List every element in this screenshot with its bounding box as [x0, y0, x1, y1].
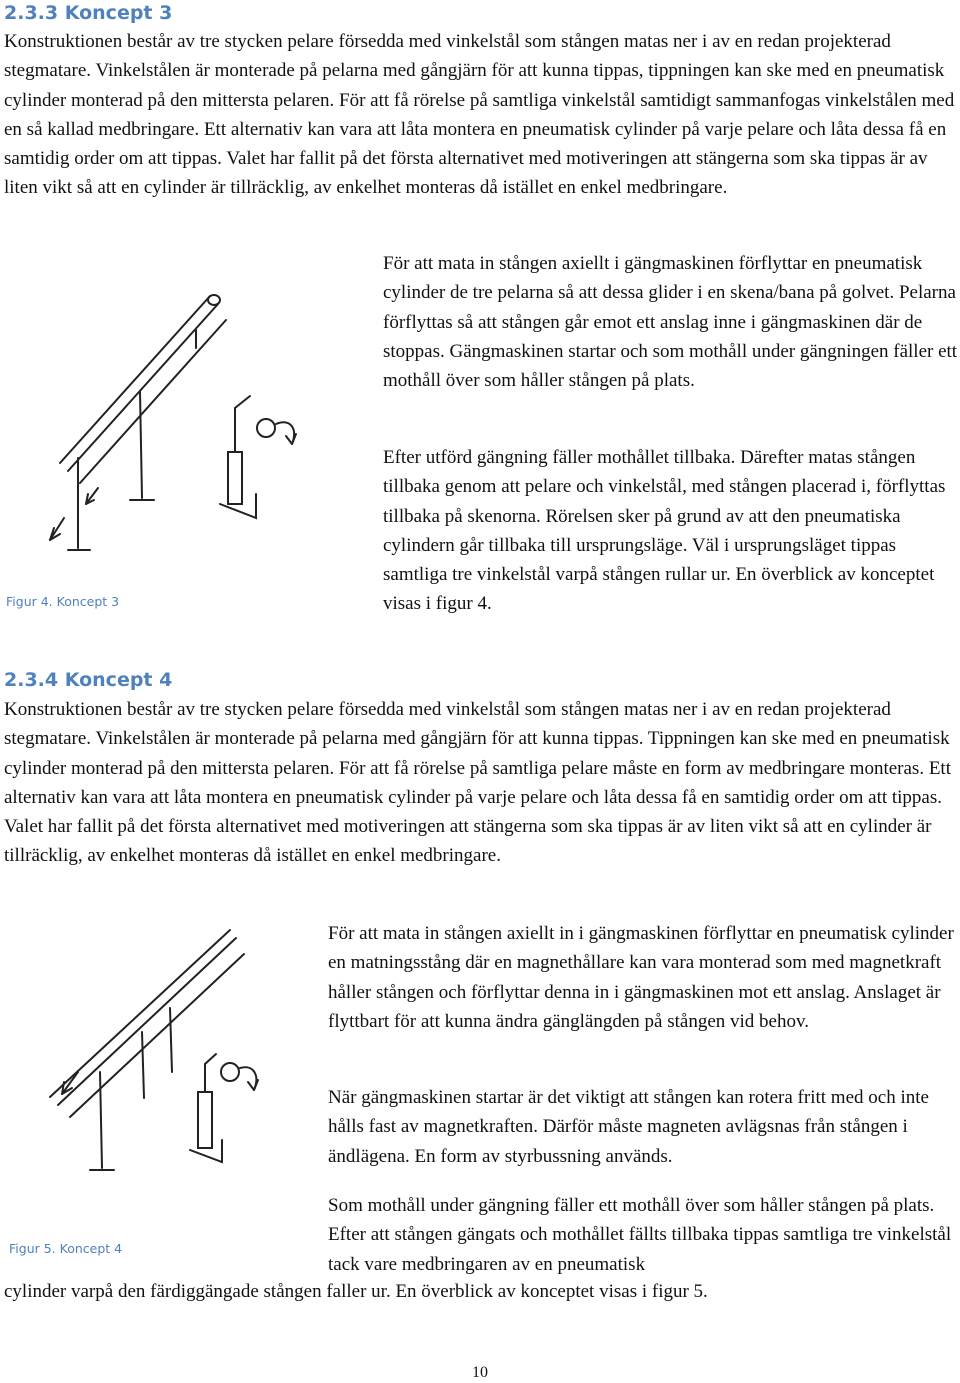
koncept-4-side-paragraph-1: För att mata in stången axiellt in i gängmaskinen förflyttar en pneumatisk cylinder en matningsstång där en magnethållare kan vara monterad som med magnetkraft håller stången och förflyttar denna in i gängmaskinen mot ett anslag. Anslaget är flyttbart för att kunna ändra gänglängden på stången vid behov. — [328, 923, 954, 1032]
section-heading-koncept-3: 2.3.3 Koncept 3 — [4, 2, 173, 24]
section-heading-koncept-4: 2.3.4 Koncept 4 — [4, 669, 173, 691]
koncept-4-side-paragraph-3: Som mothåll under gängning fäller ett mothåll över som håller stången på plats. Efter att stången gängats och mothållet fällts tillbaka tippas samtliga tre vinkelstål tack vare medbringaren av en pneumatisk — [328, 1195, 952, 1275]
koncept-4-side-paragraph-2: När gängmaskinen startar är det viktigt att stången kan rotera fritt med och inte hålls fast av magnetkraften. Därför måste magneten avlägsnas från stången i ändlägena. En form av styrbussning används. — [328, 1087, 929, 1167]
figure-4-sketch — [20, 268, 320, 568]
koncept-3-intro-paragraph: Konstruktionen består av tre stycken pelare försedda med vinkelstål som stången matas ner i av en redan projekterad stegmatare. Vinkelstålen är monterade på pelarna med gångjärn för att kunna tippas, tippningen kan ske med en pneumatisk cylinder monterad på den mittersta pelaren. För att få rörelse på samtliga vinkelstål samtidigt sammanfogas vinkelstålen med en så kallad medbringare. Ett alternativ kan vara att låta montera en pneumatisk cylinder på varje pelare och låta dessa få en samtidig order om att tippas. Valet har fallit på det första alternativet med motiveringen att stängerna som ska tippas är av liten vikt så att en cylinder är tillräcklig, av enkelhet monteras då istället en enkel medbringare. — [4, 31, 955, 199]
page-number: 10 — [472, 1364, 488, 1381]
koncept-4-intro-paragraph: Konstruktionen består av tre stycken pelare försedda med vinkelstål som stången matas ner i av en redan projekterad stegmatare. Vinkelstålen är monterade på pelarna med gångjärn för att kunna tippas. Tippningen kan ske med en pneumatisk cylinder monterad på den mittersta pelaren. För att få rörelse på samtliga pelare måste en form av medbringare monteras. Ett alternativ kan vara att låta montera en pneumatisk cylinder på varje pelare och låta dessa få en samtidig order om att tippas. Valet har fallit på det första alternativet med motiveringen att stängerna som ska tippas är av liten vikt så att en cylinder är tillräcklig, av enkelhet monteras då istället en enkel medbringare. — [4, 699, 951, 867]
koncept-3-side-paragraph-2: Efter utförd gängning fäller mothållet tillbaka. Därefter matas stången tillbaka genom att pelare och vinkelstål, med stången placerad i, förflyttas tillbaka på skenorna. Rörelsen sker på grund av att den pneumatiska cylindern går tillbaka till ursprungsläge. Väl i ursprungsläget tippas samtliga tre vinkelstål varpå stången rullar ur. En överblick av konceptet visas i figur 4. — [383, 447, 946, 615]
koncept-3-side-paragraph-1: För att mata in stången axiellt i gängmaskinen förflyttar en pneumatisk cylinder de tre pelarna så att dessa glider i en skena/bana på golvet. Pelarna förflyttas så att stången går emot ett anslag inne i gängmaskinen där de stoppas. Gängmaskinen startar och som mothåll under gängningen fäller ett mothåll över som håller stången på plats. — [383, 253, 958, 392]
koncept-4-side-paragraph-3-continued: cylinder varpå den färdiggängade stången faller ur. En överblick av konceptet visas i figur 5. — [4, 1281, 708, 1302]
figure-5-caption: Figur 5. Koncept 4 — [9, 1241, 123, 1256]
figure-5-sketch — [30, 922, 300, 1182]
figure-4-caption: Figur 4. Koncept 3 — [6, 594, 120, 609]
